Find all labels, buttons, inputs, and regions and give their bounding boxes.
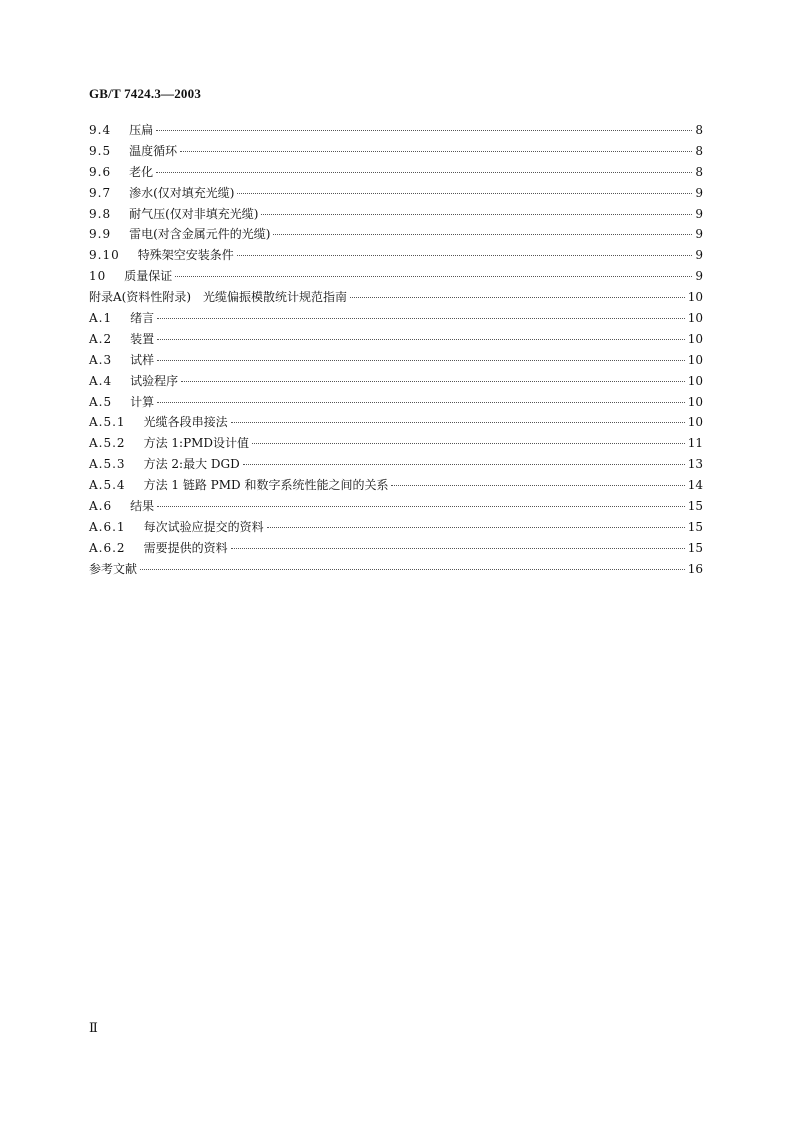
toc-entry-page: 11 (687, 436, 703, 451)
toc-entry[interactable] (89, 496, 703, 517)
toc-entry-title: 结果 (130, 499, 155, 514)
toc-entry-title: 光缆偏振模散统计规范指南 (203, 290, 348, 305)
toc-entry-title: 渗水(仅对填充光缆) (129, 185, 235, 200)
table-of-contents (89, 120, 703, 580)
toc-entry-title: 耐气压(仅对非填充光缆) (129, 206, 259, 221)
toc-entry-page: 14 (687, 478, 703, 493)
dot-leader (175, 276, 692, 277)
toc-entry-number: 9.8 (89, 206, 112, 221)
toc-entry-title: 方法 1:PMD设计值 (143, 436, 250, 451)
dot-leader (350, 297, 685, 298)
toc-entry-number: 9.7 (89, 185, 112, 200)
toc-entry-page: 9 (695, 248, 703, 263)
dot-leader (157, 339, 685, 340)
dot-leader (243, 464, 685, 465)
dot-leader (273, 234, 692, 235)
toc-entry[interactable] (89, 371, 703, 392)
toc-entry-number: A.5.4 (89, 478, 126, 493)
toc-entry-number: A.5.1 (89, 415, 126, 430)
dot-leader (237, 255, 692, 256)
toc-entry-title: 温度循环 (129, 143, 178, 158)
toc-entry[interactable] (89, 329, 703, 350)
dot-leader (237, 193, 692, 194)
toc-entry-page: 8 (695, 123, 703, 137)
toc-entry[interactable] (89, 538, 703, 559)
toc-entry[interactable] (89, 350, 703, 371)
toc-entry-page: 16 (687, 561, 703, 576)
toc-entry[interactable] (89, 392, 703, 413)
toc-entry-title: 绪言 (130, 311, 155, 326)
dot-leader (156, 130, 692, 131)
document-header: GB/T 7424.3—2003 (89, 86, 202, 101)
toc-entry-page: 13 (687, 457, 703, 472)
toc-entry-page: 8 (695, 143, 703, 158)
toc-entry-number: 9.6 (89, 164, 112, 179)
toc-entry-title: 计算 (130, 394, 155, 409)
toc-entry-title: 特殊架空安装条件 (137, 248, 234, 263)
dot-leader (391, 485, 684, 486)
toc-entry-number: A.6.2 (89, 540, 126, 555)
toc-entry-number: A.2 (89, 331, 113, 346)
dot-leader (267, 527, 685, 528)
toc-entry[interactable] (89, 517, 703, 538)
toc-entry-number: A.5.2 (89, 436, 126, 451)
toc-entry-page: 15 (687, 519, 703, 534)
toc-entry-title: 压扁 (129, 123, 154, 137)
toc-entry-page: 10 (687, 331, 703, 346)
toc-entry-number: A.4 (89, 373, 113, 388)
toc-entry-number: 9.9 (89, 227, 112, 242)
toc-entry-page: 9 (695, 269, 703, 284)
toc-entry[interactable] (89, 454, 703, 475)
toc-entry-page: 10 (687, 415, 703, 430)
toc-entry[interactable] (89, 204, 703, 225)
page-number: Ⅱ (89, 1020, 98, 1035)
toc-entry[interactable] (89, 141, 703, 162)
toc-entry-page: 10 (687, 311, 703, 326)
toc-entry-title: 试验程序 (130, 373, 179, 388)
toc-entry-title: 光缆各段串接法 (143, 415, 228, 430)
toc-entry-title: 方法 1 链路 PMD 和数字系统性能之间的关系 (143, 478, 389, 493)
toc-entry[interactable] (89, 245, 703, 266)
toc-entry[interactable] (89, 120, 703, 141)
toc-entry-page: 9 (695, 206, 703, 221)
dot-leader (261, 214, 692, 215)
toc-entry-page: 10 (687, 352, 703, 367)
toc-entry-page: 15 (687, 499, 703, 514)
toc-entry-number: A.3 (89, 352, 113, 367)
toc-entry-page: 15 (687, 540, 703, 555)
toc-entry-title: 参考文献 (89, 561, 138, 576)
toc-entry-page: 10 (687, 394, 703, 409)
toc-entry[interactable] (89, 559, 703, 580)
toc-entry-page: 9 (695, 185, 703, 200)
dot-leader (231, 422, 685, 423)
dot-leader (140, 569, 685, 570)
dot-leader (231, 548, 685, 549)
toc-entry-title: 试样 (130, 352, 155, 367)
dot-leader (252, 443, 685, 444)
toc-entry-page: 8 (695, 164, 703, 179)
toc-entry-title: 雷电(对含金属元件的光缆) (129, 227, 271, 242)
dot-leader (181, 381, 685, 382)
dot-leader (157, 506, 685, 507)
toc-entry-number: A.6.1 (89, 519, 126, 534)
dot-leader (157, 402, 685, 403)
dot-leader (157, 318, 685, 319)
toc-entry-title: 质量保证 (124, 269, 173, 284)
toc-entry[interactable] (89, 287, 703, 308)
toc-entry[interactable] (89, 308, 703, 329)
toc-entry-title: 老化 (129, 164, 154, 179)
toc-entry-number: 9.4 (89, 123, 112, 137)
toc-entry-number: 9.5 (89, 143, 112, 158)
dot-leader (156, 172, 692, 173)
toc-entry-title: 每次试验应提交的资料 (143, 519, 264, 534)
toc-entry-title: 方法 2:最大 DGD (143, 457, 240, 472)
toc-entry-number: A.1 (89, 311, 113, 326)
toc-entry[interactable] (89, 433, 703, 454)
toc-entry[interactable] (89, 162, 703, 183)
toc-entry-number: A.5 (89, 394, 113, 409)
toc-entry-page: 10 (687, 290, 703, 305)
toc-entry-page: 9 (695, 227, 703, 242)
toc-entry-title: 装置 (130, 331, 155, 346)
dot-leader (157, 360, 685, 361)
toc-entry-number: 10 (89, 269, 107, 284)
toc-entry[interactable] (89, 266, 703, 287)
toc-entry-page: 10 (687, 373, 703, 388)
toc-entry[interactable] (89, 183, 703, 204)
toc-entry-title: 需要提供的资料 (143, 540, 228, 555)
toc-entry-number: A.6 (89, 499, 113, 514)
toc-entry[interactable] (89, 412, 703, 433)
toc-entry[interactable] (89, 224, 703, 245)
dot-leader (180, 151, 692, 152)
toc-entry-number: 附录A(资料性附录) (89, 290, 192, 305)
toc-entry-number: 9.10 (89, 248, 120, 263)
toc-entry-number: A.5.3 (89, 457, 126, 472)
toc-entry[interactable] (89, 475, 703, 496)
